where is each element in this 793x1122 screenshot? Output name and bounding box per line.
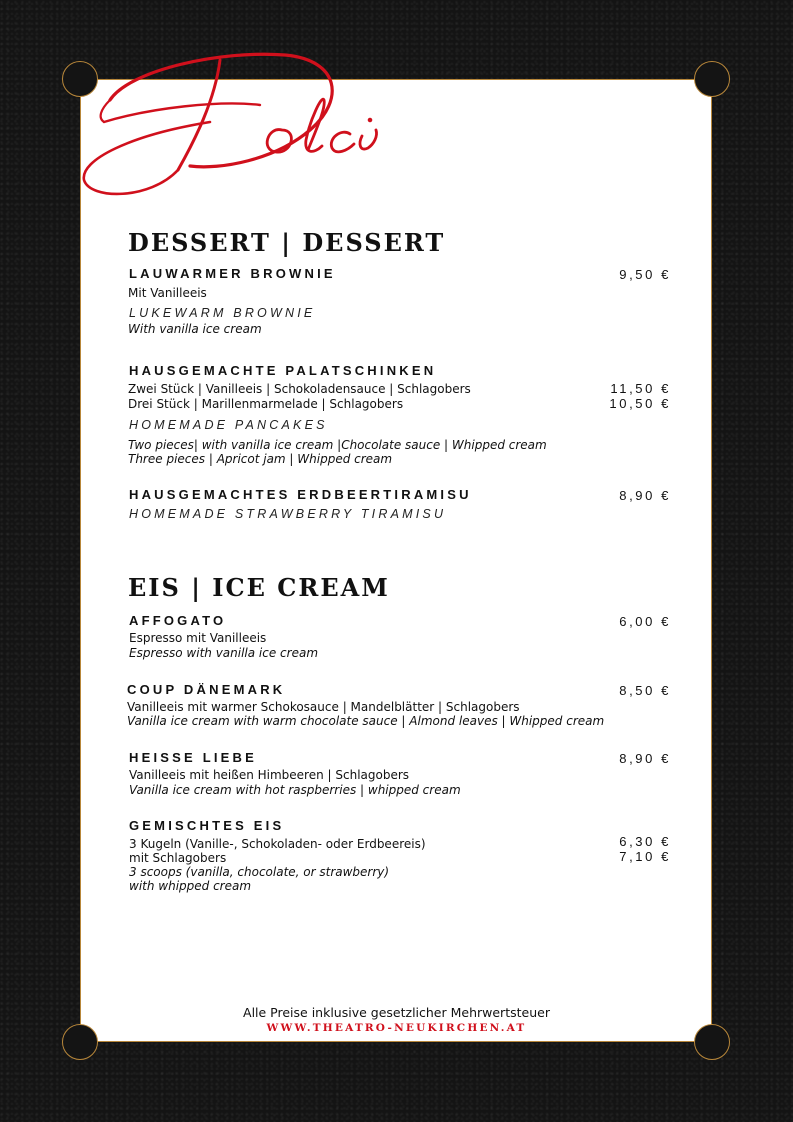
price-gemischtes-eis-1: 6,30 € — [619, 834, 671, 849]
item-name-palatschinken: HAUSGEMACHTE PALATSCHINKEN — [129, 363, 437, 378]
item-desc-en: with whipped cream — [129, 879, 252, 893]
price-palatschinken-3: 10,50 € — [609, 396, 671, 411]
item-desc-de: mit Schlagobers — [129, 851, 227, 865]
item-desc-de: Drei Stück | Marillenmarmelade | Schlagobers — [128, 397, 404, 411]
item-desc-en: 3 scoops (vanilla, chocolate, or strawberry) — [129, 865, 390, 879]
item-desc-de: Zwei Stück | Vanilleeis | Schokoladensauce | Schlagobers — [128, 382, 471, 396]
dolci-script-logo — [70, 30, 400, 210]
item-name-en-pancakes: HOMEMADE PANCAKES — [129, 418, 328, 432]
price-palatschinken-2: 11,50 € — [610, 381, 671, 396]
item-desc-de: 3 Kugeln (Vanille-, Schokoladen- oder Erdbeereis) — [129, 837, 426, 851]
item-desc-en: Vanilla ice cream with warm chocolate sauce | Almond leaves | Whipped cream — [127, 714, 605, 728]
price-brownie: 9,50 € — [619, 267, 671, 282]
menu-card — [80, 79, 712, 1042]
price-erdbeertiramisu: 8,90 € — [619, 488, 671, 503]
item-desc-en: Vanilla ice cream with hot raspberries | whipped cream — [129, 783, 461, 797]
item-desc-de: Vanilleeis mit warmer Schokosauce | Mandelblätter | Schlagobers — [127, 700, 520, 714]
footer-tax-note: Alle Preise inklusive gesetzlicher Mehrwertsteuer — [243, 1005, 550, 1020]
item-name-gemischtes-eis: GEMISCHTES EIS — [129, 818, 285, 833]
item-name-brownie: LAUWARMER BROWNIE — [129, 266, 336, 281]
item-name-en-brownie: LUKEWARM BROWNIE — [129, 306, 316, 320]
item-name-en-tiramisu: HOMEMADE STRAWBERRY TIRAMISU — [129, 507, 447, 521]
item-desc-en: Espresso with vanilla ice cream — [129, 646, 319, 660]
item-name-heisse-liebe: HEISSE LIEBE — [129, 750, 257, 765]
item-desc-en: Three pieces | Apricot jam | Whipped cream — [128, 452, 393, 466]
item-desc-de: Espresso mit Vanilleeis — [129, 631, 267, 645]
price-coup-daenemark: 8,50 € — [619, 683, 671, 698]
item-name-coup-daenemark: COUP DÄNEMARK — [127, 682, 286, 697]
section-title-dessert: DESSERT | DESSERT — [128, 228, 446, 257]
item-desc-de: Mit Vanilleeis — [128, 286, 207, 300]
price-heisse-liebe: 8,90 € — [619, 751, 671, 766]
price-affogato: 6,00 € — [619, 614, 671, 629]
footer-website-link[interactable]: WWW.THEATRO-NEUKIRCHEN.AT — [266, 1022, 527, 1034]
item-name-erdbeertiramisu: HAUSGEMACHTES ERDBEERTIRAMISU — [129, 487, 472, 502]
item-desc-en: With vanilla ice cream — [128, 322, 262, 336]
section-title-ice-cream: EIS | ICE CREAM — [128, 573, 390, 602]
item-desc-de: Vanilleeis mit heißen Himbeeren | Schlagobers — [129, 768, 410, 782]
price-gemischtes-eis-2: 7,10 € — [619, 849, 671, 864]
item-desc-en: Two pieces| with vanilla ice cream |Chocolate sauce | Whipped cream — [128, 438, 547, 452]
item-name-affogato: AFFOGATO — [129, 613, 227, 628]
corner-notch-top-right — [694, 61, 730, 97]
